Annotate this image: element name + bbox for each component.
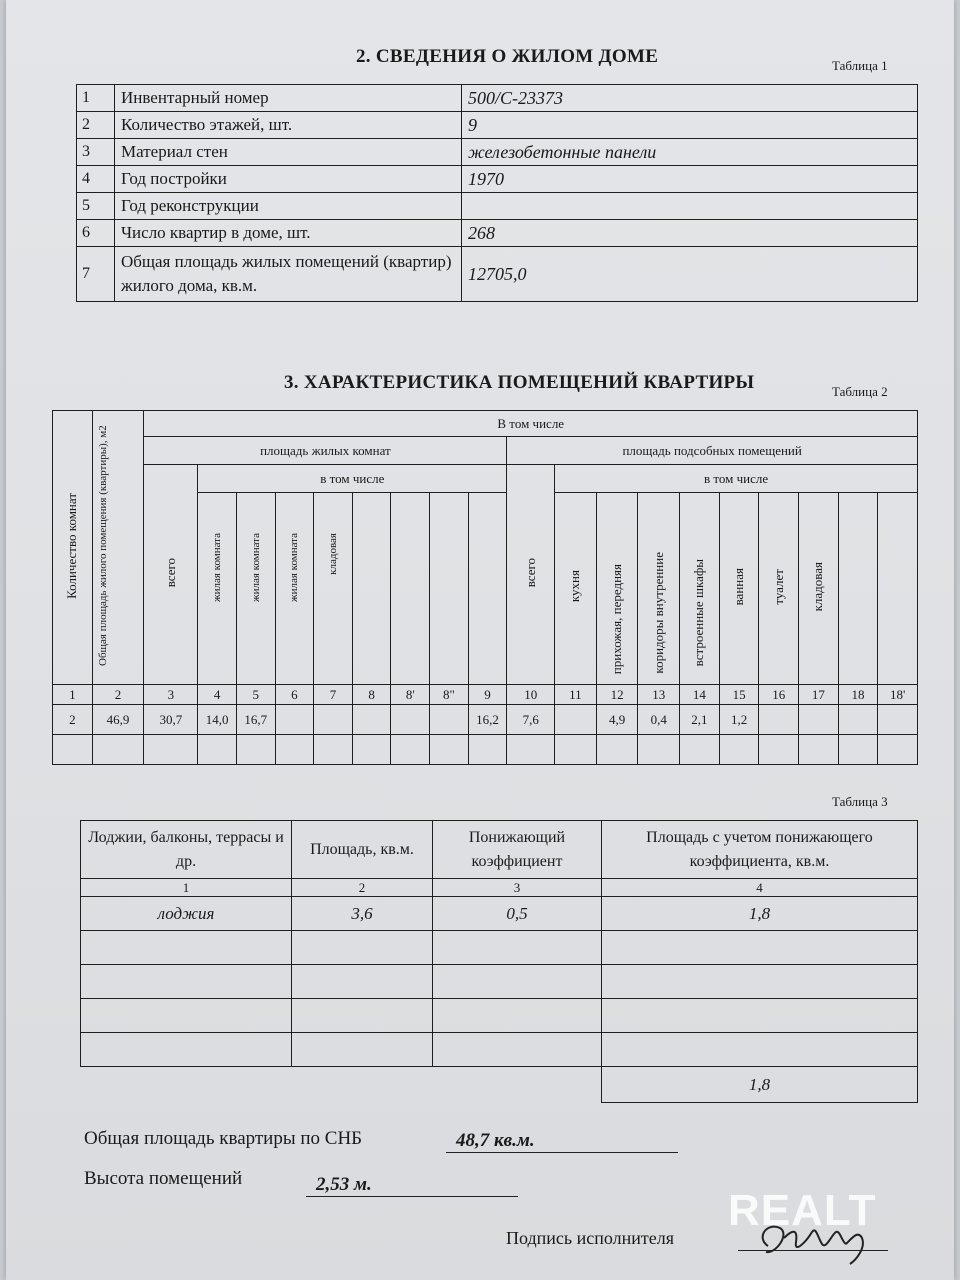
- cell-value: [838, 705, 878, 735]
- table-row: [81, 1033, 918, 1067]
- cell-value: 4,9: [596, 705, 638, 735]
- cell-value: [878, 705, 918, 735]
- table-row: [77, 85, 918, 112]
- cell-value: 30,7: [144, 705, 198, 735]
- row-number: 7: [77, 247, 115, 302]
- row-value: 1970: [462, 166, 918, 193]
- total-area-underline: [446, 1152, 678, 1153]
- header-aux-col: [878, 493, 918, 685]
- cell-value: [430, 705, 469, 735]
- row-value: 500/С-23373: [462, 85, 918, 112]
- header-rooms-count: Количество комнат: [53, 411, 93, 685]
- col-number: 1: [81, 879, 292, 897]
- table-row: [53, 437, 918, 465]
- col-number: 2: [92, 685, 144, 705]
- header-aux-col: кладовая: [799, 493, 839, 685]
- table-row: [53, 465, 918, 493]
- table1-caption: Таблица 1: [832, 58, 888, 73]
- col-number: 17: [799, 685, 839, 705]
- header-loggia: Лоджии, балконы, террасы и др.: [81, 821, 292, 879]
- header-living-col: жилая комната: [275, 493, 314, 685]
- row-label: Инвентарный номер: [115, 85, 462, 112]
- row-value: 268: [462, 220, 918, 247]
- total-area-label: Общая площадь квартиры по СНБ: [84, 1128, 363, 1149]
- header-aux-col: кухня: [555, 493, 597, 685]
- cell-value: 14,0: [198, 705, 237, 735]
- header-living-col: [352, 493, 391, 685]
- header-total-area: Общая площадь жилого помещения (квартиры), м2: [92, 411, 144, 685]
- header-aux-col: прихожая, передняя: [596, 493, 638, 685]
- header-aux-col: встроенные шкафы: [680, 493, 720, 685]
- table-row: [77, 112, 918, 139]
- header-aux-total: всего: [507, 465, 555, 685]
- row-label: Материал стен: [115, 139, 462, 166]
- header-living-col: [430, 493, 469, 685]
- table-row-col-numbers: [81, 879, 918, 897]
- col-number: 4: [602, 879, 918, 897]
- table-row: [77, 139, 918, 166]
- table-row-values: [53, 705, 918, 735]
- col-number: 8': [391, 685, 430, 705]
- row-value: [462, 193, 918, 220]
- cell-reduced-area: 1,8: [602, 897, 918, 931]
- header-area: Площадь, кв.м.: [292, 821, 433, 879]
- cell-value: [799, 705, 839, 735]
- col-number: 13: [638, 685, 680, 705]
- col-number: 18': [878, 685, 918, 705]
- header-aux-col: туалет: [759, 493, 799, 685]
- cell-value: [555, 705, 597, 735]
- col-number: 1: [53, 685, 93, 705]
- table-row: [81, 931, 918, 965]
- cell-value: 46,9: [92, 705, 144, 735]
- row-label: Год реконструкции: [115, 193, 462, 220]
- col-number: 8": [430, 685, 469, 705]
- cell-value: 0,4: [638, 705, 680, 735]
- cell-area: 3,6: [292, 897, 433, 931]
- header-including: В том числе: [144, 411, 918, 437]
- table-row-empty: [53, 735, 918, 765]
- row-label: Количество этажей, шт.: [115, 112, 462, 139]
- cell-value: 2: [53, 705, 93, 735]
- cell-value: [352, 705, 391, 735]
- col-number: 15: [719, 685, 759, 705]
- table-row: [53, 411, 918, 437]
- height-label: Высота помещений: [84, 1168, 243, 1189]
- table-total-row: [81, 1067, 918, 1103]
- height-value: 2,53 м.: [316, 1174, 372, 1195]
- header-living-col: жилая комната: [236, 493, 275, 685]
- row-value: 9: [462, 112, 918, 139]
- cell-value: [391, 705, 430, 735]
- col-number: 16: [759, 685, 799, 705]
- cell-value: [759, 705, 799, 735]
- row-label: Год постройки: [115, 166, 462, 193]
- table-row: [77, 166, 918, 193]
- cell-value: 16,7: [236, 705, 275, 735]
- cell-value: 16,2: [468, 705, 507, 735]
- cell-value: 1,2: [719, 705, 759, 735]
- cell-value: 7,6: [507, 705, 555, 735]
- header-incl-aux: в том числе: [555, 465, 918, 493]
- header-living-total: всего: [144, 465, 198, 685]
- table2: [52, 410, 918, 765]
- section2-title: 2. СВЕДЕНИЯ О ЖИЛОМ ДОМЕ: [356, 46, 659, 67]
- col-number: 18: [838, 685, 878, 705]
- document-page: [6, 0, 954, 1280]
- row-value: железобетонные панели: [462, 139, 918, 166]
- col-number: 4: [198, 685, 237, 705]
- row-number: 4: [77, 166, 115, 193]
- col-number: 11: [555, 685, 597, 705]
- col-number: 12: [596, 685, 638, 705]
- table3-caption: Таблица 3: [832, 794, 888, 809]
- col-number: 2: [292, 879, 433, 897]
- header-coefficient: Понижающий коэффициент: [433, 821, 602, 879]
- header-aux-col: [838, 493, 878, 685]
- col-number: 10: [507, 685, 555, 705]
- col-number: 3: [433, 879, 602, 897]
- table2-caption: Таблица 2: [832, 384, 888, 399]
- cell-value: [275, 705, 314, 735]
- header-reduced-area: Площадь с учетом понижающего коэффициента, кв.м.: [602, 821, 918, 879]
- header-living-col: [468, 493, 507, 685]
- row-number: 2: [77, 112, 115, 139]
- table1: [76, 84, 918, 302]
- row-label: Общая площадь жилых помещений (квартир) жилого дома, кв.м.: [115, 247, 462, 302]
- cell-total-reduced-area: 1,8: [602, 1067, 918, 1103]
- table-row: [77, 220, 918, 247]
- table-row-col-numbers: [53, 685, 918, 705]
- col-number: 8: [352, 685, 391, 705]
- cell-value: 2,1: [680, 705, 720, 735]
- table-row: [81, 999, 918, 1033]
- row-number: 3: [77, 139, 115, 166]
- cell-loggia-type: лоджия: [81, 897, 292, 931]
- header-living-col: жилая комната: [198, 493, 237, 685]
- row-number: 6: [77, 220, 115, 247]
- header-living-area: площадь жилых комнат: [144, 437, 507, 465]
- header-living-col: кладовая: [314, 493, 353, 685]
- total-area-value: 48,7 кв.м.: [456, 1130, 535, 1151]
- col-number: 6: [275, 685, 314, 705]
- header-aux-area: площадь подсобных помещений: [507, 437, 918, 465]
- row-number: 5: [77, 193, 115, 220]
- header-incl-living: в том числе: [198, 465, 507, 493]
- watermark-logo: REALT: [728, 1186, 877, 1235]
- col-number: 3: [144, 685, 198, 705]
- col-number: 9: [468, 685, 507, 705]
- table-row: [77, 247, 918, 302]
- header-living-col: [391, 493, 430, 685]
- table-row: [81, 965, 918, 999]
- col-number: 14: [680, 685, 720, 705]
- signature-label: Подпись исполнителя: [506, 1228, 674, 1248]
- col-number: 5: [236, 685, 275, 705]
- col-number: 7: [314, 685, 353, 705]
- cell-coefficient: 0,5: [433, 897, 602, 931]
- section3-title: 3. ХАРАКТЕРИСТИКА ПОМЕЩЕНИЙ КВАРТИРЫ: [284, 372, 755, 393]
- row-value: 12705,0: [462, 247, 918, 302]
- height-underline: [306, 1196, 518, 1197]
- table-row: [81, 897, 918, 931]
- table-header-row: [81, 821, 918, 879]
- header-aux-col: ванная: [719, 493, 759, 685]
- table3: [80, 820, 918, 1103]
- row-label: Число квартир в доме, шт.: [115, 220, 462, 247]
- header-aux-col: коридоры внутренние: [638, 493, 680, 685]
- cell-value: [314, 705, 353, 735]
- row-number: 1: [77, 85, 115, 112]
- table-row: [77, 193, 918, 220]
